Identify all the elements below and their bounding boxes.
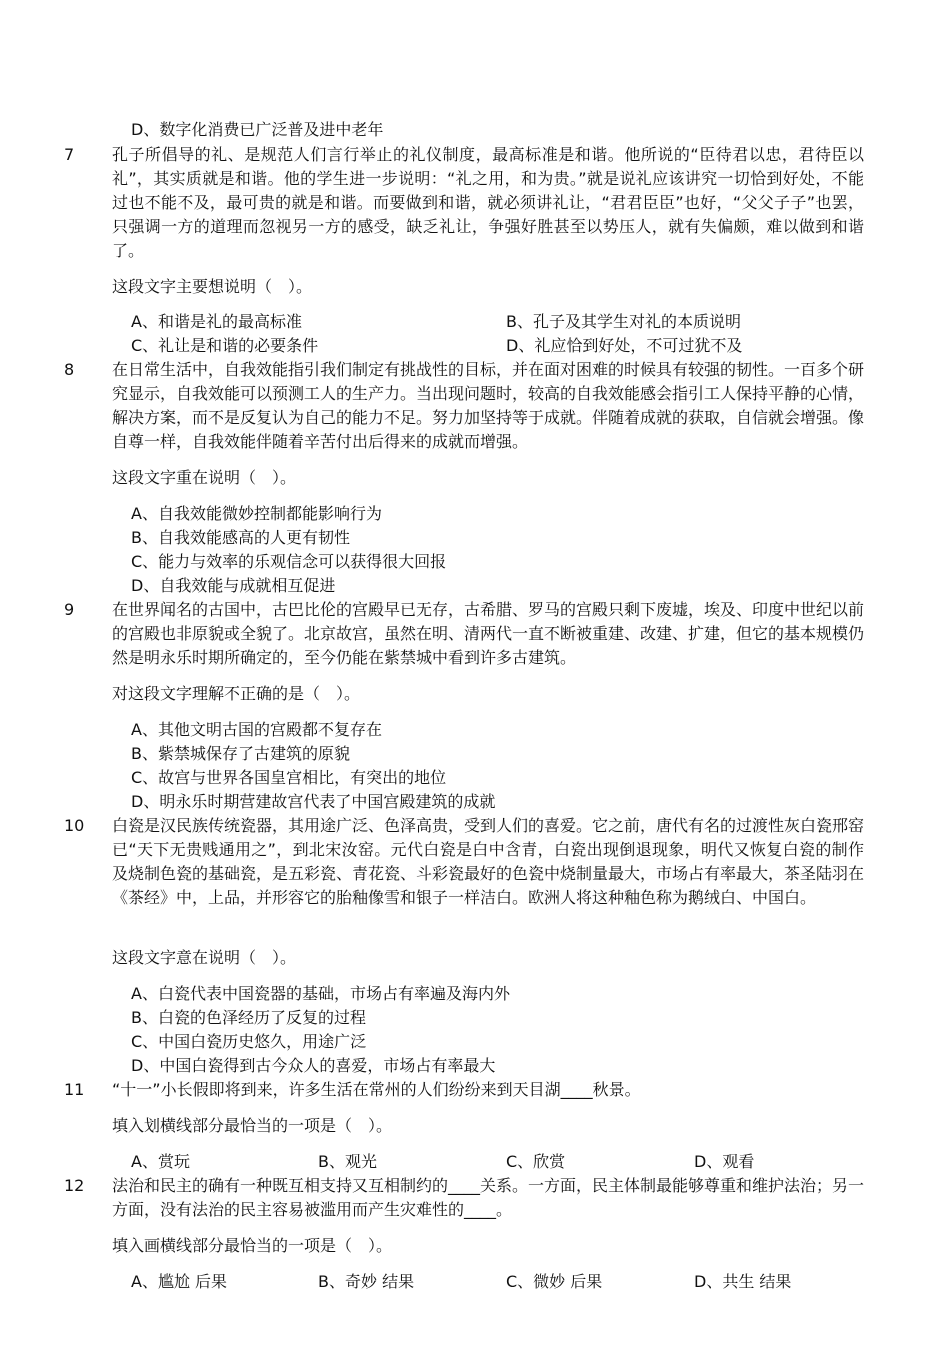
- option-d[interactable]: D、礼应恰到好处，不可过犹不及: [506, 336, 743, 355]
- option-a[interactable]: A、尴尬 后果: [131, 1272, 228, 1291]
- option-a[interactable]: A、自我效能微妙控制都能影响行为: [131, 504, 382, 523]
- question-prompt: 这段文字主要想说明（ ）。: [112, 277, 313, 296]
- question-number: 11: [64, 1080, 85, 1099]
- option-c[interactable]: C、礼让是和谐的必要条件: [131, 336, 319, 355]
- option-d[interactable]: D、自我效能与成就相互促进: [131, 576, 336, 595]
- option-b[interactable]: B、观光: [318, 1152, 377, 1171]
- prev-question-option-d: D、数字化消费已广泛普及进中老年: [131, 120, 384, 139]
- option-c[interactable]: C、故宫与世界各国皇宫相比，有突出的地位: [131, 768, 447, 787]
- option-b[interactable]: B、白瓷的色泽经历了反复的过程: [131, 1008, 366, 1027]
- question-text: 在日常生活中，自我效能指引我们制定有挑战性的目标，并在面对困难的时候具有较强的韧性。一百多个研究显示，自我效能可以预测工人的生产力。当出现问题时，较高的自我效能感会指引工人保持平静的心情，解决方案，而不是反复认为自己的能力不足。努力加坚持等于成就。伴随着成就的获取，自信就会增强。像自尊一样，自我效能伴随着辛苦付出后得来的成就而增强。: [112, 360, 865, 451]
- option-c[interactable]: C、中国白瓷历史悠久，用途广泛: [131, 1032, 367, 1051]
- question-text: 白瓷是汉民族传统瓷器，其用途广泛、色泽高贵，受到人们的喜爱。它之前，唐代有名的过渡性灰白瓷邢窑已“天下无贵贱通用之”，到北宋汝窑。元代白瓷是白中含青，白瓷出现倒退现象，明代又恢复白瓷的制作及烧制色瓷的基础瓷，是五彩瓷、青花瓷、斗彩瓷最好的色瓷中烧制量最大，市场占有率最大，茶圣陆羽在《茶经》中，上品，并形容它的胎釉像雪和银子一样洁白。欧洲人将这种釉色称为鹅绒白、中国白。: [112, 816, 865, 907]
- option-d[interactable]: D、观看: [694, 1152, 755, 1171]
- option-a[interactable]: A、其他文明古国的宫殿都不复存在: [131, 720, 382, 739]
- question-prompt: 这段文字意在说明（ ）。: [112, 948, 297, 967]
- option-b[interactable]: B、紫禁城保存了古建筑的原貌: [131, 744, 350, 763]
- option-b[interactable]: B、自我效能感高的人更有韧性: [131, 528, 350, 547]
- question-text: “十一”小长假即将到来，许多生活在常州的人们纷纷来到天目湖____秋景。: [112, 1080, 641, 1099]
- question-text: 法治和民主的确有一种既互相支持又互相制约的____关系。一方面，民主体制最能够尊重和维护法治；另一方面，没有法治的民主容易被滥用而产生灾难性的____。: [112, 1176, 865, 1219]
- question-number: 10: [64, 816, 85, 835]
- option-c[interactable]: C、微妙 后果: [506, 1272, 603, 1291]
- option-c[interactable]: C、能力与效率的乐观信念可以获得很大回报: [131, 552, 447, 571]
- question-number: 12: [64, 1176, 85, 1195]
- question-number: 7: [64, 145, 75, 164]
- option-c[interactable]: C、欣赏: [506, 1152, 566, 1171]
- question-prompt: 对这段文字理解不正确的是（ ）。: [112, 684, 361, 703]
- option-b[interactable]: B、孔子及其学生对礼的本质说明: [506, 312, 741, 331]
- option-a[interactable]: A、白瓷代表中国瓷器的基础，市场占有率遍及海内外: [131, 984, 510, 1003]
- question-number: 9: [64, 600, 75, 619]
- question-number: 8: [64, 360, 75, 379]
- question-prompt: 这段文字重在说明（ ）。: [112, 468, 297, 487]
- question-prompt: 填入划横线部分最恰当的一项是（ ）。: [112, 1116, 393, 1135]
- option-d[interactable]: D、共生 结果: [694, 1272, 792, 1291]
- option-d[interactable]: D、明永乐时期营建故宫代表了中国宫殿建筑的成就: [131, 792, 496, 811]
- question-prompt: 填入画横线部分最恰当的一项是（ ）。: [112, 1236, 393, 1255]
- option-d[interactable]: D、中国白瓷得到古今众人的喜爱，市场占有率最大: [131, 1056, 496, 1075]
- question-text: 在世界闻名的古国中，古巴比伦的宫殿早已无存，古希腊、罗马的宫殿只剩下废墟，埃及、印度中世纪以前的宫殿也非原貌或全貌了。北京故宫，虽然在明、清两代一直不断被重建、改建、扩建，但它的基本规模仍然是明永乐时期所确定的，至今仍能在紫禁城中看到许多古建筑。: [112, 600, 865, 667]
- question-text: 孔子所倡导的礼、是规范人们言行举止的礼仪制度，最高标准是和谐。他所说的“臣待君以忠，君待臣以礼”，其实质就是和谐。他的学生进一步说明：“礼之用，和为贵。”就是说礼应该讲究一切恰到好处，不能过也不能不及，最可贵的就是和谐。而要做到和谐，就必须讲礼让，“君君臣臣”也好，“父父子子”也罢，只强调一方的道理而忽视另一方的感受，缺乏礼让，争强好胜甚至以势压人，就有失偏颇，难以做到和谐了。: [112, 145, 864, 260]
- option-a[interactable]: A、赏玩: [131, 1152, 190, 1171]
- option-a[interactable]: A、和谐是礼的最高标准: [131, 312, 302, 331]
- option-b[interactable]: B、奇妙 结果: [318, 1272, 415, 1291]
